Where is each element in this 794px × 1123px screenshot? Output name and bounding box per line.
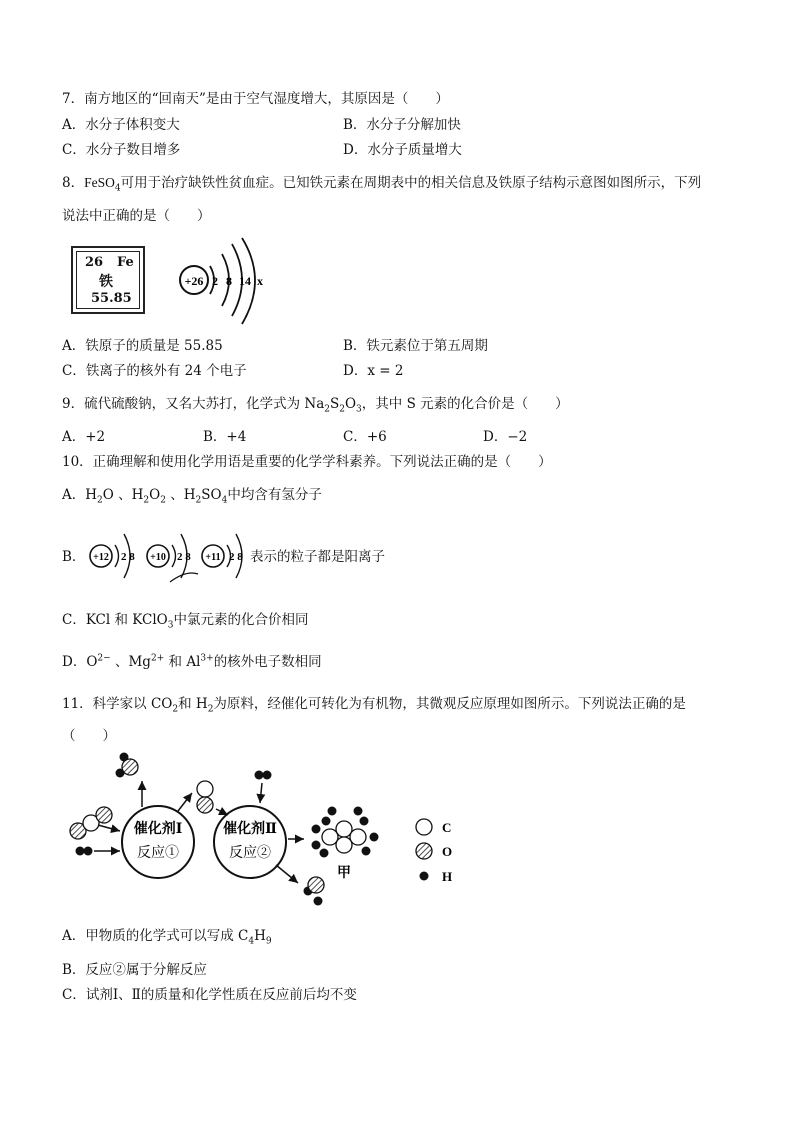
- h2-input-arrow-2: [260, 783, 262, 803]
- q10-ion-structure-diagrams: [86, 526, 252, 586]
- q10-c-rest: 中氯元素的化合价相同: [173, 612, 309, 628]
- q9-option-a: A．+2: [62, 429, 106, 445]
- q8-number: 8．: [62, 175, 85, 191]
- q10-d-ion-o: $O^{2-}$: [86, 653, 111, 670]
- product-label: 甲: [337, 866, 351, 881]
- q10-d-sep: 、: [110, 654, 129, 670]
- q10-a-label: A．: [62, 487, 86, 503]
- fe-shell-1-count: 2: [212, 274, 218, 288]
- cell-name: 铁: [99, 274, 113, 290]
- q9-stem-a: 9．硫代硫酸钠，又名大苏打，化学式为 Na: [62, 396, 325, 412]
- q10-a-formula-h2so4: $H_2SO_4$: [183, 487, 228, 506]
- catalyst-2-circle: [214, 806, 286, 878]
- co2-input-molecule: [70, 807, 112, 839]
- q11-sub-2: 2: [207, 704, 214, 715]
- fe-nucleus-charge: +26: [184, 274, 204, 288]
- q8-option-a: A．铁原子的质量是 55.85: [62, 338, 223, 354]
- q8-option-d: D．x = 2: [343, 363, 404, 379]
- q10-option-a: [62, 486, 322, 504]
- product-molecule: [312, 807, 379, 858]
- q10-stem: 10．正确理解和使用化学用语是重要的化学学科素养。下列说法正确的是（ ）: [62, 454, 552, 470]
- q10-option-b-label: B．: [62, 549, 86, 565]
- q10-option-c: [62, 611, 308, 629]
- catalyst-2-label: 催化剂Ⅱ: [223, 822, 277, 837]
- q9-sub-3: 3: [356, 404, 362, 415]
- h2o-output-molecule-1: [116, 753, 139, 778]
- ion-1-charge: +12: [93, 552, 109, 563]
- h2o-output-arrow-2: [276, 865, 298, 883]
- q9-stem-b: S: [329, 396, 340, 412]
- co-intermediate-molecule: [197, 781, 213, 813]
- co-intermediate-arrow-in: [216, 809, 228, 815]
- q8-stem-rest: 可用于治疗缺铁性贫血症。已知铁元素在周期表中的相关信息及铁原子结构示意图如图所示，下列: [120, 175, 702, 191]
- legend-oxygen-label: O: [442, 844, 453, 859]
- legend-carbon-label: C: [442, 820, 452, 835]
- q7-option-b: B．水分子分解加快: [343, 117, 461, 133]
- q10-a-formula-h2o2: $H_2O_2$: [131, 487, 166, 506]
- q11-stem-b: 和 H: [178, 696, 208, 712]
- legend: [416, 819, 452, 884]
- q9-stem-d: ，其中 S 元素的化合价是（ ）: [361, 396, 569, 412]
- q10-c-sub: 3: [167, 620, 174, 631]
- q7-option-a: A．水分子体积变大: [62, 117, 180, 133]
- h2-input-molecule-2: [255, 771, 272, 780]
- ion-3-shells: 2 8: [229, 551, 243, 563]
- fe-shell-3-count: 14: [239, 274, 251, 288]
- q9-sub-2: 2: [339, 404, 345, 415]
- q11-option-a: [62, 927, 272, 945]
- h2o-output-molecule-2: [304, 877, 325, 906]
- q11-option-b: B．反应②属于分解反应: [62, 962, 207, 978]
- cell-mass: 55.85: [91, 291, 132, 306]
- periodic-table-cell: [71, 246, 145, 314]
- q10-d-ion-mg: $Mg^{2+}$: [128, 653, 165, 670]
- cell-atomic-number: 26: [85, 255, 104, 270]
- ion-3-charge: +11: [205, 552, 221, 563]
- h2-input-molecule-1: [76, 847, 93, 856]
- q8-option-b: B．铁元素位于第五周期: [343, 338, 488, 354]
- fe-shell-2-count: 8: [226, 274, 232, 288]
- legend-carbon-swatch: [416, 819, 432, 835]
- q11-a-mid: H: [254, 928, 266, 944]
- q11-reaction-diagram: [60, 745, 480, 917]
- q7-option-c: C．水分子数目增多: [62, 142, 181, 158]
- q11-stem-a: 11．科学家以 CO: [62, 696, 173, 712]
- q9-stem: [62, 395, 569, 413]
- ion-2-arc-1: [172, 545, 176, 567]
- q10-d-and: 和: [164, 654, 187, 670]
- q11-a-sub-2: 9: [265, 936, 272, 947]
- q7-option-d: D．水分子质量增大: [343, 142, 462, 158]
- ion-2-crossing-stroke: [170, 573, 198, 582]
- q10-c-text: C．KCl 和 KClO: [62, 612, 168, 628]
- catalyst-1-circle: [122, 806, 194, 878]
- q10-a-formula-h2o: $H_2O$: [85, 487, 114, 506]
- q8-option-c: C．铁离子的核外有 24 个电子: [62, 363, 247, 379]
- q8-stem: [62, 174, 701, 192]
- fe-atom-structure-diagram: [170, 236, 280, 328]
- q11-stem-line2: （ ）: [62, 728, 116, 744]
- q11-a-text: A．甲物质的化学式可以写成 C: [62, 928, 249, 944]
- q11-sub-1: 2: [172, 704, 179, 715]
- q10-option-b-rest: 表示的粒子都是阳离子: [250, 549, 385, 565]
- catalyst-1-label: 催化剂Ⅰ: [133, 822, 183, 837]
- q8-formula: FeSO: [84, 175, 115, 190]
- q10-d-ion-al: $Al^{3+}$: [186, 653, 214, 670]
- legend-hydrogen-label: H: [442, 869, 453, 884]
- reaction-1-label: 反应①: [137, 846, 179, 861]
- q11-a-sub-1: 4: [248, 936, 255, 947]
- q10-a-rest: 中均含有氢分子: [227, 487, 322, 503]
- cell-symbol: Fe: [117, 255, 134, 270]
- q10-d-rest: 的核外电子数相同: [213, 654, 322, 670]
- fe-shell-4-count: x: [257, 274, 263, 288]
- q9-option-d: D．−2: [483, 429, 528, 445]
- q10-a-sep-2: 、: [165, 487, 184, 503]
- q10-d-label: D．: [62, 654, 87, 670]
- ion-2-shells: 2 8: [177, 551, 191, 563]
- q9-sub-1: 2: [324, 404, 330, 415]
- q8-stem-line2: 说法中正确的是（ ）: [62, 208, 211, 224]
- q9-option-b: B．+4: [203, 429, 247, 445]
- ion-2-charge: +10: [150, 552, 166, 563]
- q9-stem-c: O: [344, 396, 357, 412]
- q11-stem-c: 为原料，经催化可转化为有机物，其微观反应原理如图所示。下列说法正确的是: [213, 696, 686, 712]
- reaction-2-label: 反应②: [229, 846, 271, 861]
- q10-a-sep-1: 、: [113, 487, 132, 503]
- q8-formula-sub: 4: [114, 183, 121, 194]
- q7-stem: 7．南方地区的“回南天”是由于空气湿度增大，其原因是（ ）: [62, 91, 449, 107]
- q11-stem: [62, 695, 686, 713]
- q9-option-c: C．+6: [343, 429, 387, 445]
- legend-oxygen-swatch: [416, 843, 432, 859]
- legend-hydrogen-swatch: [420, 872, 429, 881]
- ion-1-shells: 2 8: [121, 551, 135, 563]
- co-intermediate-arrow-out: [178, 793, 192, 811]
- co2-input-arrow: [98, 825, 120, 831]
- q10-option-d: [62, 653, 322, 671]
- ion-1-arc-1: [115, 545, 119, 567]
- q11-option-c: C．试剂Ⅰ、Ⅱ的质量和化学性质在反应前后均不变: [62, 987, 357, 1003]
